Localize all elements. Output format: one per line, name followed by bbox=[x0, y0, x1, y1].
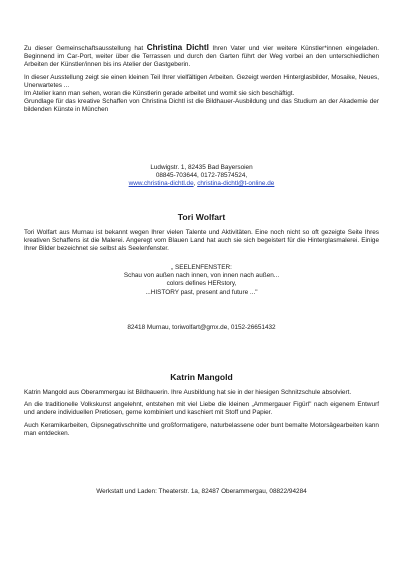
wolfart-heading: Tori Wolfart bbox=[177, 212, 226, 222]
mangold-contact: Werkstatt und Laden: Theaterstr. 1a, 82487 Oberammergau, 08822/94284 bbox=[96, 488, 307, 495]
dichtl-address: Ludwigstr. 1, 82435 Bad Bayersoien bbox=[150, 164, 253, 171]
mangold-heading: Katrin Mangold bbox=[170, 372, 233, 382]
intro-paragraph-1: Zu dieser Gemeinschaftsausstellung hat Christina Dichtl Ihren Vater und vier weitere Künstler*innen eingeladen. Beginnend im Car-Port, weiter über die Terrassen und durch den Garten führt der Weg vorbei an den unterschiedlichen Arbeiten der Künstler/innen bis ins Atelier der Gastgeberin. bbox=[24, 43, 379, 69]
wolfart-contact: 82418 Murnau, toriwolfart@gmx.de, 0152-26651432 bbox=[127, 324, 276, 331]
mangold-paragraph-3: Auch Keramikarbeiten, Gipsnegativschnitte und großformatigere, naturbelassene oder bunt bemalte Motorsägearbeiten kann man entdecken. bbox=[24, 421, 379, 437]
intro-paragraph-2: In dieser Ausstellung zeigt sie einen kleinen Teil Ihrer vielfältigen Arbeiten. Gezeigt werden Hinterglasbilder, Mosaike, Neues, Unerwartetes ... Im Atelier kann man sehen, woran die Künstlerin gerade arbeitet und womit sie sich beschäftigt. Grundlage für das kreative Schaffen von Christina Dichtl ist die Bildhauer-Ausbildung und das Studium an der Akademie der bildenden Künste in München bbox=[24, 73, 379, 114]
dichtl-contact: Ludwigstr. 1, 82435 Bad Bayersoien 08845-703644, 0172-78574524, www.christina-dichtl.de, christina-dichtl@t-online.de bbox=[24, 164, 379, 189]
artist-name-highlight: Christina Dichtl bbox=[146, 43, 209, 52]
dichtl-phone: 08845-703644, 0172-78574524, bbox=[155, 172, 248, 180]
intro-section bbox=[24, 44, 379, 115]
dichtl-website-link[interactable]: www.christina-dichtl.de bbox=[128, 180, 194, 188]
wolfart-text: Tori Wolfart aus Murnau ist bekannt wegen Ihrer vielen Talente und Aktivitäten. Eine noch nicht so oft gezeigte Seite Ihres kreativen Schaffens ist die Malerei. Angeregt vom Blauen Land hat auch sie sich begeistert für die Hinterglasmalerei. Einige Ihrer Bilder bezeichnet sie selbst als Seelenfenster. bbox=[24, 229, 379, 253]
dichtl-email-link[interactable]: christina-dichtl@t-online.de bbox=[197, 180, 275, 188]
wolfart-quote: „ SEELENFENSTER: Schau von außen nach innen, von innen nach außen... colors defines HERstory, ...HISTORY past, present and future ..." bbox=[123, 264, 280, 296]
mangold-paragraph-1: Katrin Mangold aus Oberammergau ist Bildhauerin. Ihre Ausbildung hat sie in der hiesigen Schnitzschule absolviert. bbox=[24, 389, 352, 396]
mangold-paragraph-2: An die traditionelle Volkskunst angelehnt, entstehen mit viel Liebe die kleinen „Ammergauer Figürl" nach eigenem Entwurf und andere individuellen Pretiosen, gerne kombiniert und kaschiert mit Stoff und Papier. bbox=[24, 401, 379, 417]
mangold-text bbox=[24, 389, 379, 438]
